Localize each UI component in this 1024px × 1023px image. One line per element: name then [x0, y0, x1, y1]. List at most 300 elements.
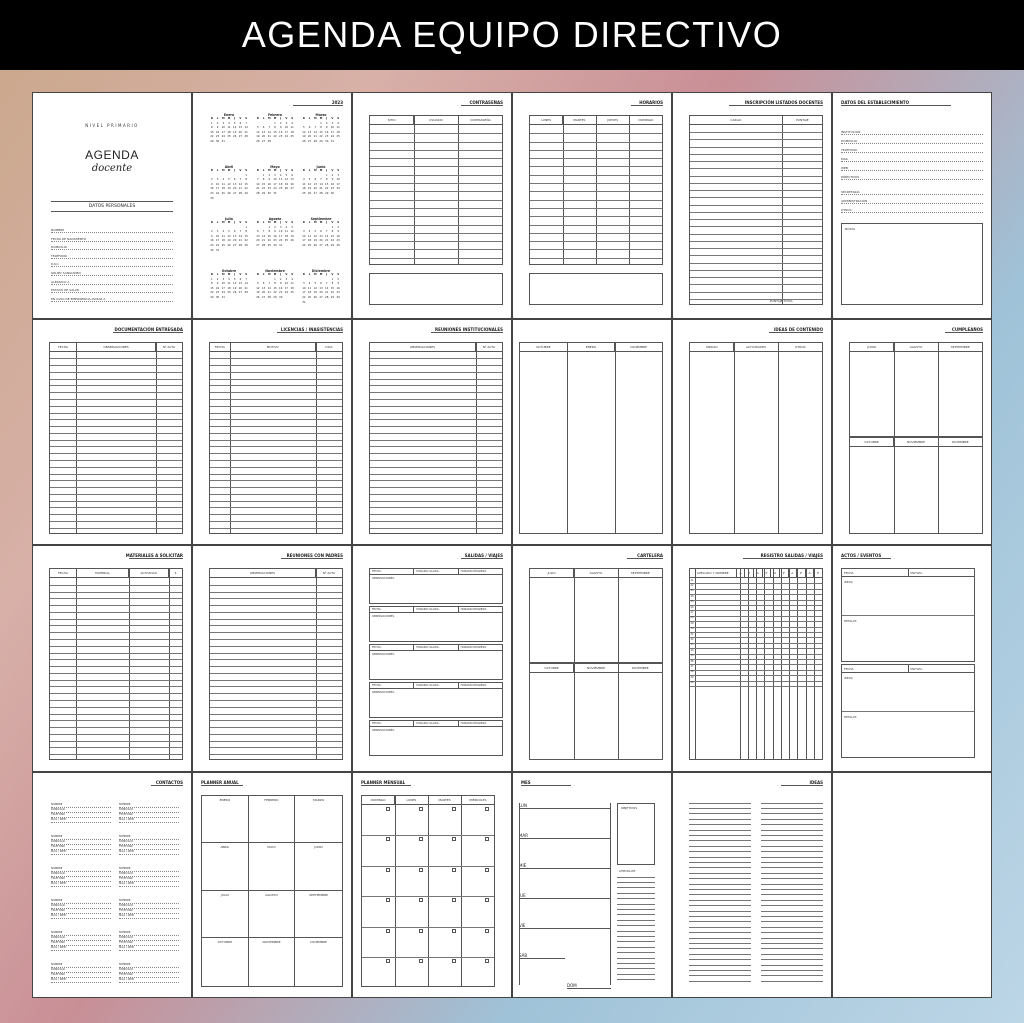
column-header: NOVIEMBRE: [894, 438, 938, 446]
day: 8: [211, 282, 213, 286]
month-cell: [249, 891, 296, 939]
page-title: INSCRIPCIÓN LISTADOS DOCENTES: [744, 100, 823, 105]
day: 5: [233, 277, 236, 281]
day: 31: [273, 191, 277, 195]
idea-line: [689, 873, 751, 874]
day: 29: [330, 295, 335, 299]
contact-field: TELÉFONO: [119, 813, 179, 818]
trip-block: [369, 682, 503, 718]
column-divider: [629, 116, 630, 264]
row-line: [210, 507, 342, 508]
row-line: [50, 714, 182, 715]
day: 15: [330, 234, 335, 238]
contact-field: DOMICILIO: [51, 968, 111, 973]
column-divider: [567, 343, 568, 533]
month-days: [301, 117, 341, 145]
weekday-label: S: [245, 117, 248, 120]
page-ideas-contenido: [672, 319, 832, 546]
day: 15: [319, 130, 323, 134]
day: 5: [257, 282, 259, 286]
day-label: VIE: [519, 923, 611, 929]
idea-line: [761, 894, 823, 895]
idea-line: [689, 959, 751, 960]
notes-label: NOTAS: [845, 227, 856, 231]
cover-script: docente: [91, 163, 133, 174]
row-line: [370, 487, 502, 488]
day: 3: [331, 121, 334, 125]
column-header: P: [780, 569, 789, 577]
divider: [842, 711, 974, 712]
weekday-label: M: [267, 169, 271, 172]
day: 16: [279, 286, 283, 290]
page-title: REUNIONES CON PADRES: [286, 553, 343, 558]
weekday-label: J: [326, 169, 328, 172]
weekday-label: V: [331, 273, 334, 276]
idea-line: [689, 965, 751, 966]
day: 21: [325, 291, 329, 295]
weekday-label: L: [262, 273, 265, 276]
month-days: [301, 221, 341, 249]
row-line: [370, 426, 502, 427]
weekday-label: L: [308, 117, 311, 120]
day: 22: [273, 291, 277, 295]
row-line: [370, 208, 502, 209]
idea-line: [689, 975, 751, 976]
day: 6: [320, 282, 322, 286]
weekday-label: L: [216, 221, 219, 224]
weekday-label: J: [280, 169, 282, 172]
day: 20: [313, 187, 317, 191]
day: 16: [215, 286, 220, 290]
day: 1: [245, 173, 247, 177]
total-label: PUNTAJE TOTAL: [769, 299, 793, 303]
column-divider: [414, 116, 415, 264]
day: 10: [221, 282, 225, 286]
row-line: [530, 225, 662, 226]
row-line: [530, 191, 662, 192]
table-header: [370, 116, 502, 125]
checklist-line: [617, 898, 655, 899]
row-number: 27: [690, 611, 694, 614]
row-line: [690, 234, 822, 235]
weekday-label: V: [331, 221, 334, 224]
row-line: [210, 754, 342, 755]
row-line: [210, 392, 342, 393]
idea-line: [689, 840, 751, 841]
month-name: Septiembre: [310, 217, 332, 221]
contact-field: TELÉFONO: [119, 941, 179, 946]
row-number: 37: [690, 665, 694, 668]
day: 20: [307, 135, 312, 139]
row-line: [370, 249, 502, 250]
day: 13: [261, 286, 266, 290]
day-label: JUE: [519, 893, 611, 899]
day: 18: [290, 286, 294, 290]
day: 6: [239, 121, 242, 125]
weekday-label: S: [245, 273, 248, 276]
day: 12: [227, 182, 231, 186]
column-header: SEPTIEMBRE: [950, 344, 970, 349]
checklist-line: [617, 920, 655, 921]
weekday-label: M: [227, 273, 231, 276]
row-line: [690, 255, 822, 256]
month-days: [209, 221, 249, 253]
day: 13: [290, 178, 294, 182]
day: 17: [279, 234, 283, 238]
page-title: LICENCIAS / INASISTENCIAS: [280, 326, 343, 332]
day: 1: [211, 277, 213, 281]
day: 1: [211, 121, 213, 125]
day: 11: [307, 234, 312, 238]
day: 2: [211, 230, 213, 234]
month-name: Mayo: [270, 165, 280, 169]
page-title: REGISTRO SALIDAS / VIAJES: [760, 553, 823, 558]
idea-line: [761, 884, 823, 885]
day: 29: [267, 243, 271, 247]
day: 3: [274, 173, 276, 177]
row-line: [370, 467, 502, 468]
day: 15: [261, 182, 266, 186]
weekday-label: L: [216, 169, 219, 172]
day: 5: [228, 230, 230, 234]
contact-field: MAIL / WEB: [119, 914, 179, 919]
row-line: [690, 154, 822, 155]
contact-field: MAIL / WEB: [51, 978, 111, 983]
day: 10: [221, 126, 225, 130]
row-line: [50, 467, 182, 468]
day: 1: [331, 225, 334, 229]
idea-line: [689, 911, 751, 912]
day: 19: [256, 135, 260, 139]
checklist-line: [617, 936, 655, 937]
day: 17: [221, 130, 225, 134]
row-line: [210, 487, 342, 488]
banner-title: AGENDA EQUIPO DIRECTIVO: [241, 14, 783, 55]
day: 5: [303, 126, 305, 130]
month-name: Octubre: [221, 269, 237, 273]
contact-field: NOMBRE: [51, 931, 111, 936]
row-line: [362, 866, 494, 867]
column-divider: [894, 438, 895, 533]
row-line: [370, 150, 502, 151]
page-title: IDEAS: [809, 779, 823, 785]
weekday-label: M: [227, 221, 231, 224]
weekday-label: V: [285, 169, 288, 172]
day: 17: [284, 130, 289, 134]
page-grid: [32, 92, 992, 998]
page-licencias: [192, 319, 352, 546]
day-checkbox: [452, 837, 456, 841]
day-checkbox: [452, 929, 456, 933]
day-label: SÁB: [519, 953, 565, 959]
month-name: OCTUBRE: [217, 940, 233, 944]
row-line: [370, 166, 502, 167]
weekday-label: M: [313, 273, 317, 276]
day: 30: [330, 191, 335, 195]
day: 8: [245, 230, 247, 234]
day: 7: [320, 178, 322, 182]
day: 26: [307, 191, 312, 195]
column-header: PUNTAJE: [796, 118, 809, 122]
day: 20: [261, 135, 266, 139]
row-line: [210, 419, 342, 420]
day: 2: [211, 178, 213, 182]
row-line: [50, 399, 182, 400]
idea-line: [761, 862, 823, 863]
day: 12: [256, 286, 260, 290]
trip-field: HORARIO REGRESO:: [460, 684, 487, 687]
idea-line: [689, 927, 751, 928]
row-line: [370, 501, 502, 502]
trip-field: HORARIO SALIDA:: [414, 683, 458, 688]
contact-field: TELÉFONO: [119, 973, 179, 978]
day: 28: [267, 295, 271, 299]
idea-line: [761, 927, 823, 928]
day: 15: [244, 234, 248, 238]
day-checkbox: [386, 959, 390, 963]
weekday-label: M: [313, 169, 317, 172]
weekday-label: S: [291, 117, 294, 120]
day: 4: [291, 277, 293, 281]
row-number: 33: [690, 643, 694, 647]
idea-line: [761, 911, 823, 912]
row-line: [210, 741, 342, 742]
day: 27: [313, 191, 317, 195]
idea-line: [761, 921, 823, 922]
trip-field: HORARIO SALIDA:: [414, 569, 458, 574]
row-line: [530, 175, 662, 176]
day: 28: [244, 135, 248, 139]
day: 26: [227, 243, 231, 247]
day: 24: [221, 291, 225, 295]
day: 1: [274, 121, 276, 125]
row-line: [50, 379, 182, 380]
day: 20: [238, 286, 243, 290]
day: 30: [336, 295, 340, 299]
trip-field: FECHA:: [370, 721, 414, 726]
weekday-label: D: [302, 169, 305, 172]
day: 23: [279, 291, 283, 295]
day: 13: [238, 126, 243, 130]
row-line: [690, 212, 822, 213]
column-header: A: [771, 569, 780, 577]
day: 14: [256, 182, 260, 186]
checklist-line: [617, 887, 655, 888]
calendar-page: [192, 92, 352, 319]
day: 6: [314, 178, 317, 182]
idea-line: [761, 970, 823, 971]
day: 11: [284, 230, 289, 234]
field-label: DIRECTIVOS: [841, 174, 983, 180]
idea-line: [689, 867, 751, 868]
day: 18: [227, 130, 231, 134]
contact-field: NOMBRE: [51, 963, 111, 968]
row-line: [210, 720, 342, 721]
day: 5: [314, 282, 317, 286]
day: 30: [273, 243, 277, 247]
day: 6: [262, 126, 265, 130]
day-checkbox: [386, 898, 390, 902]
row-line: [210, 528, 342, 529]
level-label: NIVEL PRIMARIO: [85, 123, 139, 128]
day: 10: [273, 178, 277, 182]
day: 11: [290, 282, 294, 286]
ideas-label: IDEAS:: [844, 580, 854, 584]
day: 2: [337, 225, 339, 229]
day: 3: [285, 121, 288, 125]
day: 30: [267, 191, 271, 195]
row-line: [690, 594, 822, 595]
row-number: 34: [690, 648, 694, 652]
field-label: D.N.I.: [51, 261, 173, 267]
day: 4: [222, 230, 225, 234]
row-line: [370, 258, 502, 259]
row-line: [690, 147, 822, 148]
calendar-month: [255, 269, 295, 301]
day: 25: [307, 243, 312, 247]
weekday-label: M: [273, 221, 277, 224]
weekday-label: M: [221, 221, 225, 224]
weekday-label: M: [313, 117, 317, 120]
weekday-label: S: [245, 169, 248, 172]
day: 4: [303, 178, 305, 182]
column-header: DOMINGO: [362, 796, 395, 804]
day: 1: [245, 225, 247, 229]
column-header: FECHA: [50, 569, 77, 577]
day: 9: [279, 126, 282, 130]
row-line: [50, 666, 182, 667]
idea-line: [689, 948, 751, 949]
row-line: [210, 480, 342, 481]
day: 23: [325, 135, 329, 139]
idea-line: [761, 830, 823, 831]
day: 27: [238, 135, 243, 139]
weekday-label: V: [285, 117, 288, 120]
day: 21: [325, 239, 329, 243]
contact-field: DOMICILIO: [119, 968, 179, 973]
contact-field: MAIL / WEB: [119, 882, 179, 887]
trip-block: [369, 606, 503, 642]
weekday-label: D: [302, 273, 305, 276]
row-line: [690, 219, 822, 220]
weekday-label: M: [227, 169, 231, 172]
field-label: ESTADO DE SALUD: [51, 287, 173, 293]
idea-line: [761, 808, 823, 809]
day: 9: [268, 178, 271, 182]
day: 29: [330, 243, 335, 247]
weekday-label: V: [239, 273, 242, 276]
weekday-label: M: [319, 117, 323, 120]
row-line: [690, 197, 822, 198]
day: 27: [261, 295, 266, 299]
contact-card: [119, 867, 179, 887]
column-header: DICIEMBRE: [631, 666, 649, 670]
day: 26: [227, 191, 231, 195]
day: 9: [337, 230, 339, 234]
row-line: [210, 585, 342, 586]
day-checkbox: [419, 898, 423, 902]
day: 24: [330, 135, 335, 139]
page-cumpleanos: [832, 319, 992, 546]
day: 4: [279, 173, 282, 177]
weekday-label: L: [308, 169, 311, 172]
day: 13: [256, 234, 260, 238]
day: 5: [257, 126, 259, 130]
day: 29: [261, 191, 266, 195]
row-line: [370, 225, 502, 226]
column-header: AGOSTO: [574, 569, 618, 577]
day: 4: [308, 230, 311, 234]
row-number: 25: [690, 600, 694, 604]
weekday-label: L: [216, 117, 219, 120]
page-padres: [192, 545, 352, 772]
blank-page: [832, 772, 992, 999]
day-checkbox: [485, 929, 489, 933]
day: 17: [284, 286, 289, 290]
row-line: [370, 446, 502, 447]
row-line: [50, 365, 182, 366]
row-line: [370, 474, 502, 475]
contact-card: [119, 931, 179, 951]
month-cell: [295, 796, 342, 844]
day: 1: [274, 277, 276, 281]
row-line: [50, 659, 182, 660]
column-header: AGOSTO: [894, 343, 938, 351]
month-name: Agosto: [268, 217, 282, 221]
day-checkbox: [485, 807, 489, 811]
day: 7: [325, 282, 328, 286]
row-line: [50, 598, 182, 599]
column-header: Nº ACTA: [322, 571, 336, 575]
page-cartelera: [512, 545, 672, 772]
row-line: [210, 426, 342, 427]
column-header: A: [737, 569, 746, 577]
day: 7: [239, 230, 242, 234]
contact-field: DOMICILIO: [51, 904, 111, 909]
page-inscripcion: [672, 92, 832, 319]
table-header: [530, 569, 662, 578]
day: 2: [268, 173, 271, 177]
checklist-line: [617, 904, 655, 905]
column-divider: [938, 343, 939, 436]
column-header: P: [745, 569, 754, 577]
column-divider: [574, 569, 575, 662]
day: 3: [222, 121, 225, 125]
day: 15: [325, 182, 329, 186]
row-number: 21: [690, 578, 694, 582]
calendar-month: [209, 113, 249, 145]
column-header: OBSERVACIONES: [77, 343, 156, 351]
day: 17: [215, 187, 220, 191]
row-line: [370, 241, 502, 242]
day: 26: [233, 291, 237, 295]
column-header: OTROS: [795, 344, 806, 349]
row-line: [690, 621, 822, 622]
month-cell: [202, 891, 249, 939]
detail-label: DETALLE:: [844, 715, 858, 719]
day: 17: [221, 286, 225, 290]
checklist-line: [617, 941, 655, 942]
goals-label: OBJETIVOS: [621, 805, 638, 810]
day: 29: [273, 295, 277, 299]
day: 28: [313, 139, 317, 143]
weekday-label: S: [291, 221, 294, 224]
row-number: 40: [690, 681, 694, 685]
idea-line: [761, 938, 823, 939]
weekday-label: J: [326, 221, 328, 224]
row-line: [50, 521, 182, 522]
row-line: [370, 460, 502, 461]
